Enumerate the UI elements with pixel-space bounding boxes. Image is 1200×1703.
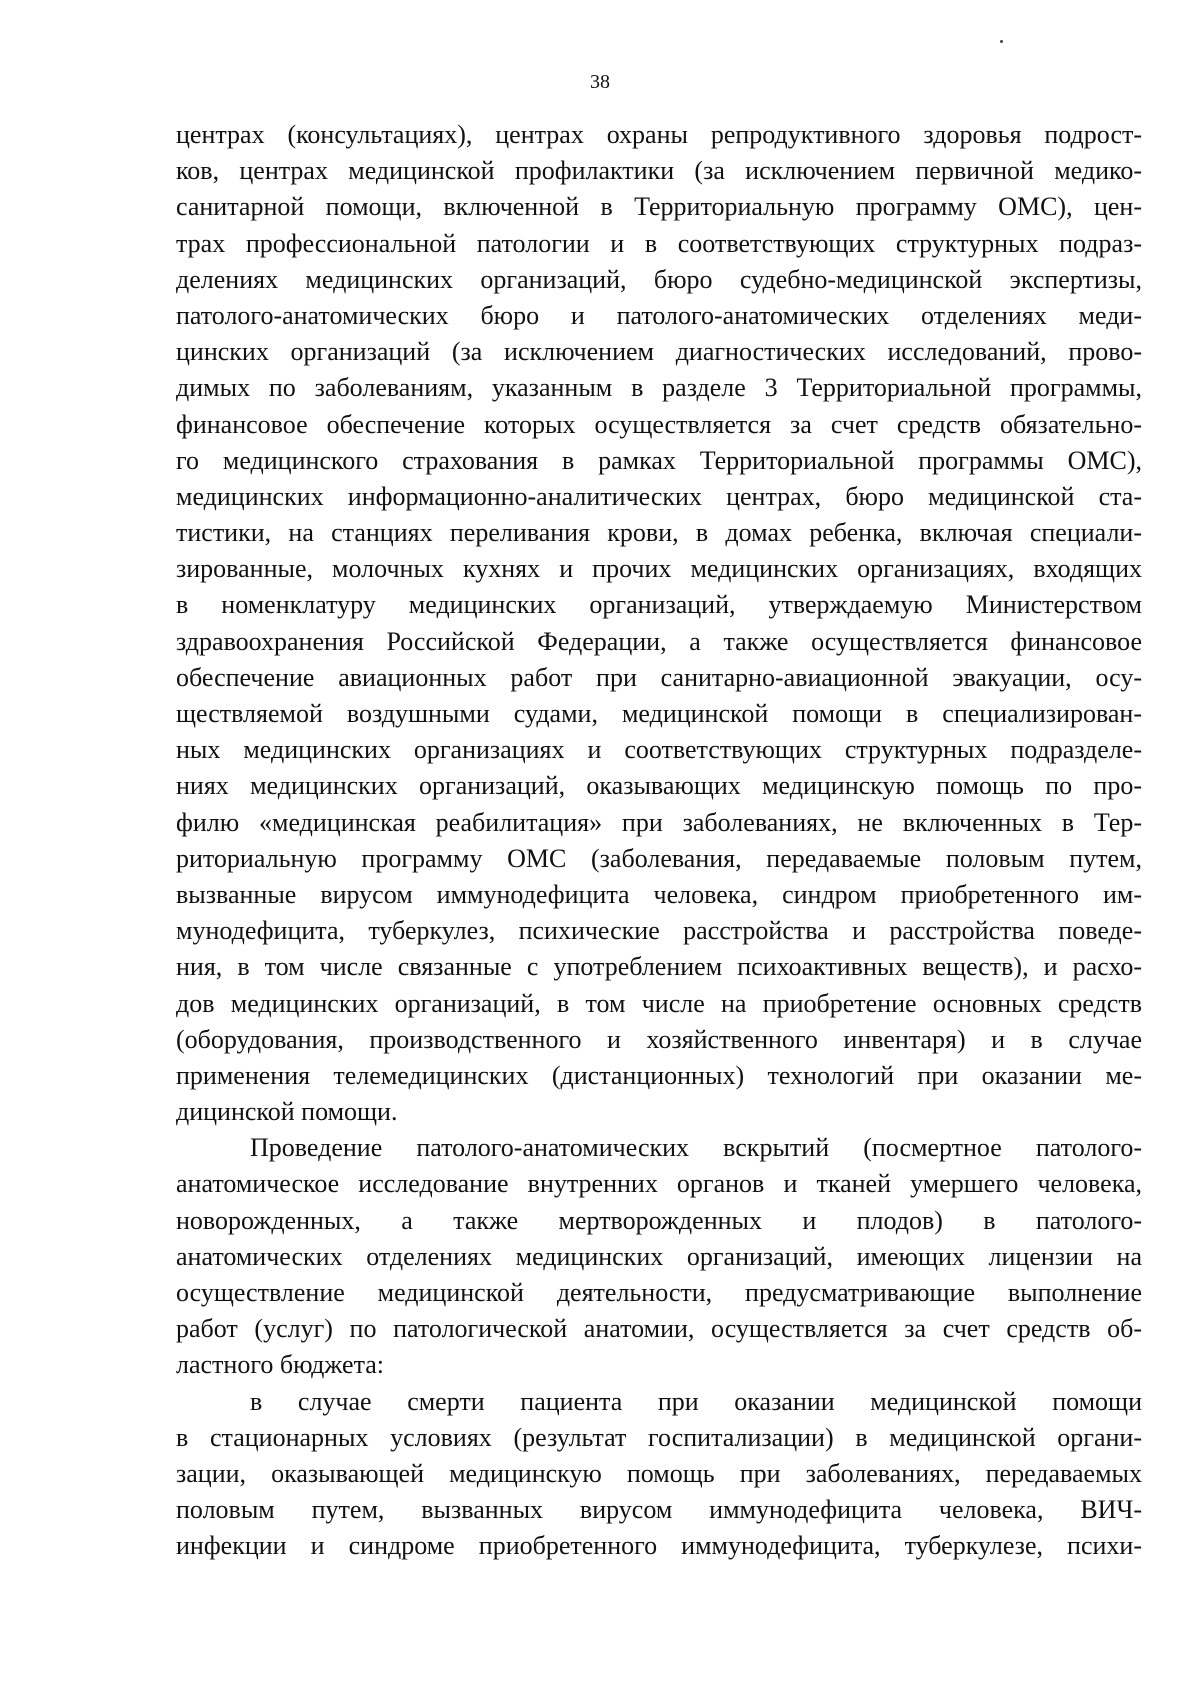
text-line: го медицинского страхования в рамках Территориальной программы ОМС), <box>176 445 1142 475</box>
text-line: центрах (консультациях), центрах охраны репродуктивного здоровья подрост- <box>176 120 1142 149</box>
text-line: патолого-анатомических бюро и патолого-анатомических отделениях меди- <box>176 300 1142 330</box>
text-line: Проведение патолого-анатомических вскрытий (посмертное патолого- <box>250 1133 1142 1163</box>
text-line: половым путем, вызванных вирусом иммунодефицита человека, ВИЧ- <box>176 1495 1142 1525</box>
text-line: димых по заболеваниям, указанным в разделе 3 Территориальной программы, <box>176 373 1142 403</box>
text-line: в случае смерти пациента при оказании медицинской помощи <box>250 1386 1142 1416</box>
text-line: дицинской помощи. <box>176 1097 398 1127</box>
text-line: цинских организаций (за исключением диагностических исследований, прово- <box>176 337 1142 367</box>
text-line: ния, в том числе связанные с употреблением психоактивных веществ), и расхо- <box>176 952 1142 982</box>
text-line: ществляемой воздушными судами, медицинской помощи в специализирован- <box>176 699 1142 728</box>
text-line: зированные, молочных кухнях и прочих медицинских организациях, входящих <box>176 554 1142 584</box>
paragraph <box>176 1384 1142 1565</box>
document-body <box>176 117 1142 1565</box>
text-line: финансовое обеспечение которых осуществляется за счет средств обязательно- <box>176 409 1142 439</box>
text-line: применения телемедицинских (дистанционных) технологий при оказании ме- <box>176 1060 1142 1090</box>
text-line: ных медицинских организациях и соответствующих структурных подразделе- <box>176 735 1142 765</box>
paragraph <box>176 1130 1142 1383</box>
text-line: ластного бюджета: <box>176 1350 385 1380</box>
text-line: здравоохранения Российской Федерации, а также осуществляется финансовое <box>176 626 1142 656</box>
text-line: обеспечение авиационных работ при санитарно-авиационной эвакуации, осу- <box>176 662 1142 692</box>
text-line: ков, центрах медицинской профилактики (за исключением первичной медико- <box>176 156 1142 186</box>
text-line: медицинских информационно-аналитических центрах, бюро медицинской ста- <box>176 481 1142 511</box>
text-line: санитарной помощи, включенной в Территориальную программу ОМС), цен- <box>176 192 1142 222</box>
text-line: в номенклатуру медицинских организаций, утверждаемую Министерством <box>176 590 1142 620</box>
text-line: мунодефицита, туберкулез, психические расстройства и расстройства поведе- <box>176 916 1142 946</box>
text-line: инфекции и синдроме приобретенного иммунодефицита, туберкулезе, психи- <box>176 1531 1142 1561</box>
text-line: ниях медицинских организаций, оказывающих медицинскую помощь по про- <box>176 771 1142 801</box>
text-line: анатомических отделениях медицинских организаций, имеющих лицензии на <box>176 1241 1142 1271</box>
text-line: трах профессиональной патологии и в соответствующих структурных подраз- <box>176 228 1142 258</box>
text-line: зации, оказывающей медицинскую помощь при заболеваниях, передаваемых <box>176 1458 1142 1488</box>
text-line: дов медицинских организаций, в том числе на приобретение основных средств <box>176 988 1142 1018</box>
text-line: филю «медицинская реабилитация» при заболеваниях, не включенных в Тер- <box>176 807 1142 837</box>
text-line: тистики, на станциях переливания крови, в домах ребенка, включая специали- <box>176 518 1142 548</box>
text-line: вызванные вирусом иммунодефицита человека, синдром приобретенного им- <box>176 879 1142 909</box>
text-line: (оборудования, производственного и хозяйственного инвентаря) и в случае <box>176 1024 1142 1054</box>
text-line: новорожденных, а также мертворожденных и плодов) в патолого- <box>176 1205 1142 1235</box>
paragraph <box>176 117 1142 1130</box>
text-line: осуществление медицинской деятельности, предусматривающие выполнение <box>176 1278 1142 1307</box>
scan-dot-mark <box>1000 40 1003 43</box>
text-line: работ (услуг) по патологической анатомии, осуществляется за счет средств об- <box>176 1314 1142 1344</box>
text-line: в стационарных условиях (результат госпитализации) в медицинской органи- <box>176 1422 1142 1452</box>
text-line: анатомическое исследование внутренних органов и тканей умершего человека, <box>176 1169 1142 1199</box>
text-line: риториальную программу ОМС (заболевания, передаваемые половым путем, <box>176 843 1142 873</box>
page-number: 38 <box>590 71 610 93</box>
text-line: делениях медицинских организаций, бюро судебно-медицинской экспертизы, <box>176 264 1142 294</box>
